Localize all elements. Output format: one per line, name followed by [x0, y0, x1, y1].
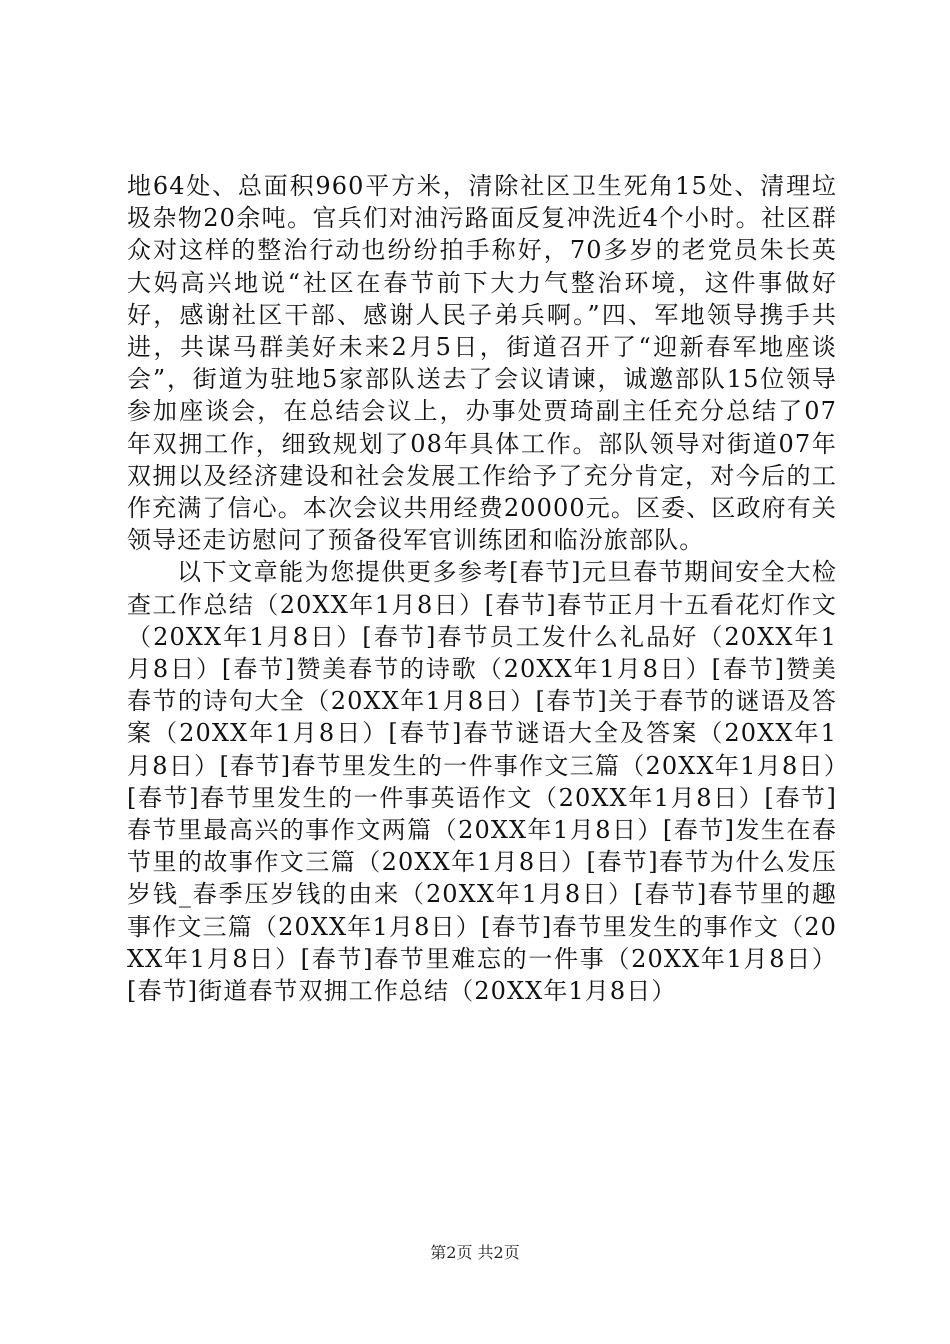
body-paragraph-continuation: 地64处、总面积960平方米，清除社区卫生死角15处、清理垃圾杂物20余吨。官兵们对油污路面反复冲洗近4个小时。社区群众对这样的整治行动也纷纷拍手称好，70多岁的老党员朱长英大妈高兴地说“社区在春节前下大力气整治环境，这件事做好好，感谢社区干部、感谢人民子弟兵啊。”四、军地领导携手共进，共谋马群美好未来2月5日，街道召开了“迎新春军地座谈会”，街道为驻地5家部队送去了会议请谏，诚邀部队15位领导参加座谈会，在总结会议上，办事处贾琦副主任充分总结了07年双拥工作，细致规划了08年具体工作。部队领导对街道07年双拥以及经济建设和社会发展工作给予了充分肯定，对今后的工作充满了信心。本次会议共用经费20000元。区委、区政府有关领导还走访慰问了预备役军官训练团和临汾旅部队。	[127, 172, 837, 555]
body-paragraph-related-articles: 以下文章能为您提供更多参考[春节]元旦春节期间安全大检查工作总结（20XX年1月8日）[春节]春节正月十五看花灯作文（20XX年1月8日）[春节]春节员工发什么礼品好（20XX年1月8日）[春节]赞美春节的诗歌（20XX年1月8日）[春节]赞美春节的诗句大全（20XX年1月8日）[春节]关于春节的谜语及答案（20XX年1月8日）[春节]春节谜语大全及答案（20XX年1月8日）[春节]春节里发生的一件事作文三篇（20XX年1月8日）[春节]春节里发生的一件事英语作文（20XX年1月8日）[春节]春节里最高兴的事作文两篇（20XX年1月8日）[春节]发生在春节里的故事作文三篇（20XX年1月8日）[春节]春节为什么发压岁钱_春季压岁钱的由来（20XX年1月8日）[春节]春节里的趣事作文三篇（20XX年1月8日）[春节]春节里发生的事作文（20XX年1月8日）[春节]春节里难忘的一件事（20XX年1月8日）[春节]街道春节双拥工作总结（20XX年1月8日）	[127, 558, 837, 1006]
document-body	[127, 170, 837, 1007]
page-footer: 第2页 共2页	[430, 1243, 520, 1262]
